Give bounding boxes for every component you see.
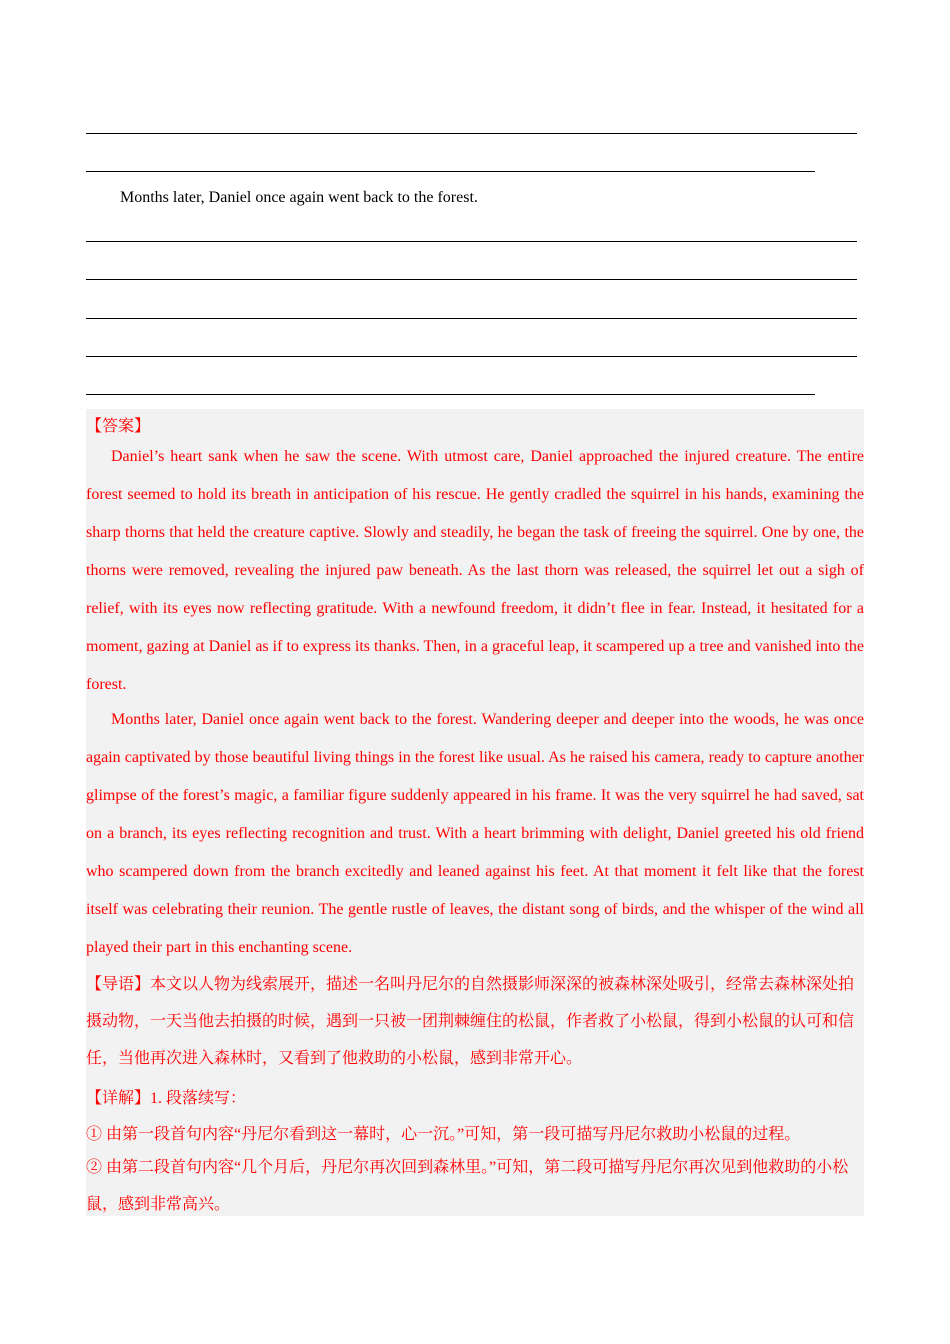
answer-label: 【答案】: [86, 418, 151, 435]
writing-line: [86, 241, 857, 242]
guide-text: 【导语】本文以人物为线索展开，描述一名叫丹尼尔的自然摄影师深深的被森林深处吸引，经常去森林深处拍摄动物，一天当他去拍摄的时候，遇到一只被一团荆棘缠住的松鼠，作者救了小松鼠，得到小松鼠的认可和信任，当他再次进入森林时，又看到了他救助的小松鼠，感到非常开心。: [86, 976, 855, 1067]
detail-title: 【详解】1. 段落续写：: [86, 1090, 247, 1107]
writing-line: [86, 133, 857, 134]
detail-item-1: ① 由第一段首句内容“丹尼尔看到这一幕时，心一沉。”可知，第一段可描写丹尼尔救助小松鼠的过程。: [86, 1126, 801, 1143]
paragraph-prompt: Months later, Daniel once again went back to the forest.: [120, 189, 478, 206]
answer-paragraph-1: Daniel’s heart sank when he saw the scene. With utmost care, Daniel approached the injured creature. The entire forest seemed to hold its breath in anticipation of his rescue. He gently cradled the squirrel in his hands, examining the sharp thorns that held the creature captive. Slowly and steadily, he began the task of freeing the squirrel. One by one, the thorns were removed, revealing the injured paw beneath. As the last thorn was released, the squirrel let out a sigh of relief, with its eyes now reflecting gratitude. With a newfound freedom, it didn’t flee in fear. Instead, it hesitated for a moment, gazing at Daniel as if to express its thanks. Then, in a graceful leap, it scampered up a tree and vanished into the forest.: [86, 448, 864, 693]
writing-line: [86, 279, 857, 280]
answer-paragraph-2: Months later, Daniel once again went back to the forest. Wandering deeper and deeper into the woods, he was once again captivated by those beautiful living things in the forest like usual. As he raised his camera, ready to capture another glimpse of the forest’s magic, a familiar figure suddenly appeared in his frame. It was the very squirrel he had saved, sat on a branch, its eyes reflecting recognition and trust. With a heart brimming with delight, Daniel greeted his old friend who scampered down from the branch excitedly and leaned against his feet. At that moment it felt like that the forest itself was celebrating their reunion. The gentle rustle of leaves, the distant song of birds, and the whisper of the wind all played their part in this enchanting scene.: [86, 711, 864, 956]
writing-line: [86, 394, 815, 395]
writing-line: [86, 356, 857, 357]
answer-section: [86, 409, 864, 1216]
detail-item-2: ② 由第二段首句内容“几个月后，丹尼尔再次回到森林里。”可知，第二段可描写丹尼尔再次见到他救助的小松鼠，感到非常高兴。: [86, 1159, 849, 1213]
writing-line: [86, 318, 857, 319]
writing-line: [86, 171, 815, 172]
